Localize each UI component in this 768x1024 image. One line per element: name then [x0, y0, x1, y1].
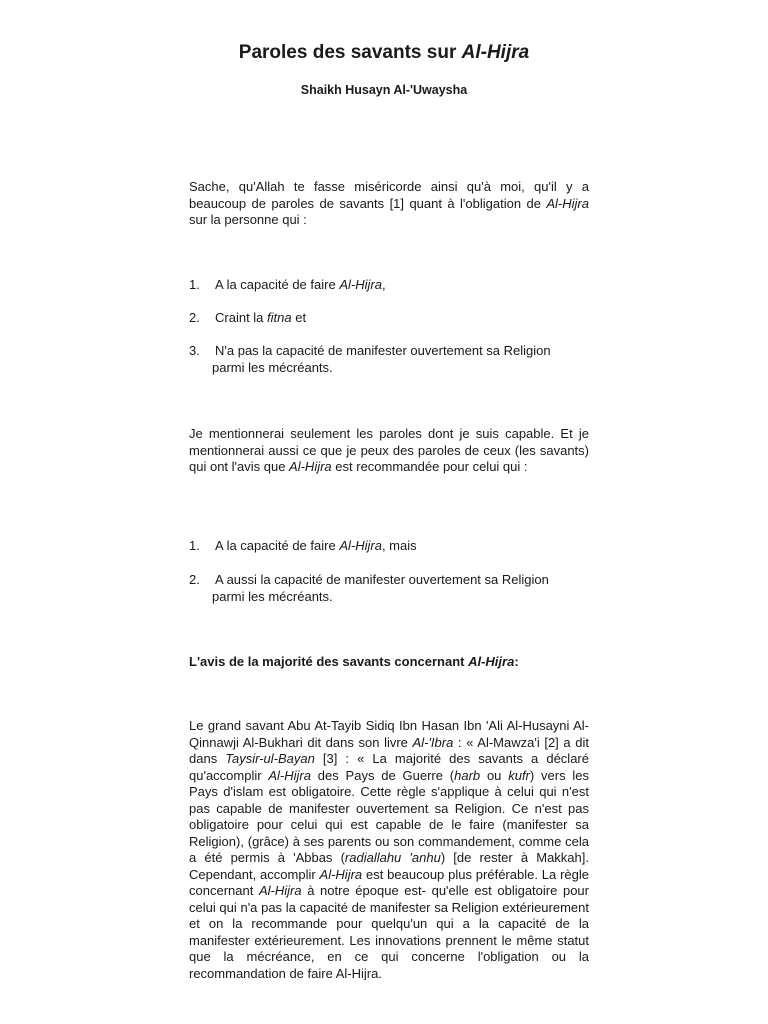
paragraph-3: Le grand savant Abu At-Tayib Sidiq Ibn Hasan Ibn 'Ali Al-Husayni Al-Qinnawji Al-Bukhari dit dans son livre Al-'Ibra : « Al-Mawza'i [2] a dit dans Taysir-ul-Bayan [3] : « La majorité des savants a déclaré qu'accomplir Al-Hijra des Pays de Guerre (harb ou kufr) vers les Pays d'islam est obligatoire. Cette règle s'applique à celui qui n'est pas capable de manifester ouvertement sa Religion. Ce n'est pas obligatoire pour celui qui est capable de le faire (manifester sa Religion), (grâce) à ses parents ou son commandement, comme cela a été permis à 'Abbas (radiallahu 'anhu) [de rester à Makkah]. Cependant, accomplir Al-Hijra est beaucoup plus préférable. La règle concernant Al-Hijra à notre époque est- qu'elle est obligatoire pour celui qui n'a pas la capacité de manifester sa Religion extérieurement et on la recommande pour quelqu'un qui a la capacité de la manifester extérieurement. Les innovations prennent le même statut que la mécréance, en ce qui concerne l'obligation ou la recommandation de faire Al-Hijra. — [189, 718, 589, 980]
author-name: Shaikh Husayn Al-'Uwaysha — [300, 83, 468, 97]
list2-item-1: 1. A la capacité de faire Al-Hijra, mais — [189, 538, 417, 553]
list1-item-3: 3. N'a pas la capacité de manifester ouvertement sa Religion parmi les mécréants. — [189, 343, 551, 375]
section-heading: L'avis de la majorité des savants concernant Al-Hijra: — [189, 654, 519, 669]
intro-paragraph: Sache, qu'Allah te fasse miséricorde ainsi qu'à moi, qu'il y a beaucoup de paroles de savants [1] quant à l'obligation de Al-Hijra sur la personne qui : — [189, 179, 589, 227]
paragraph-3-clip — [0, 718, 768, 980]
list1-item-1: 1. A la capacité de faire Al-Hijra, — [189, 277, 386, 292]
title-italic: Al-Hijra — [461, 42, 530, 63]
paragraph-2: Je mentionnerai seulement les paroles dont je suis capable. Et je mentionnerai aussi ce que je peux des paroles de ceux (les savants) qui ont l'avis que Al-Hijra est recommandée pour celui qui : — [189, 426, 589, 474]
list1-item-2: 2. Craint la fitna et — [189, 310, 307, 325]
list2-item-2: 2. A aussi la capacité de manifester ouvertement sa Religion parmi les mécréants. — [189, 572, 549, 604]
document-title: Paroles des savants sur Al-Hijra — [238, 42, 530, 63]
